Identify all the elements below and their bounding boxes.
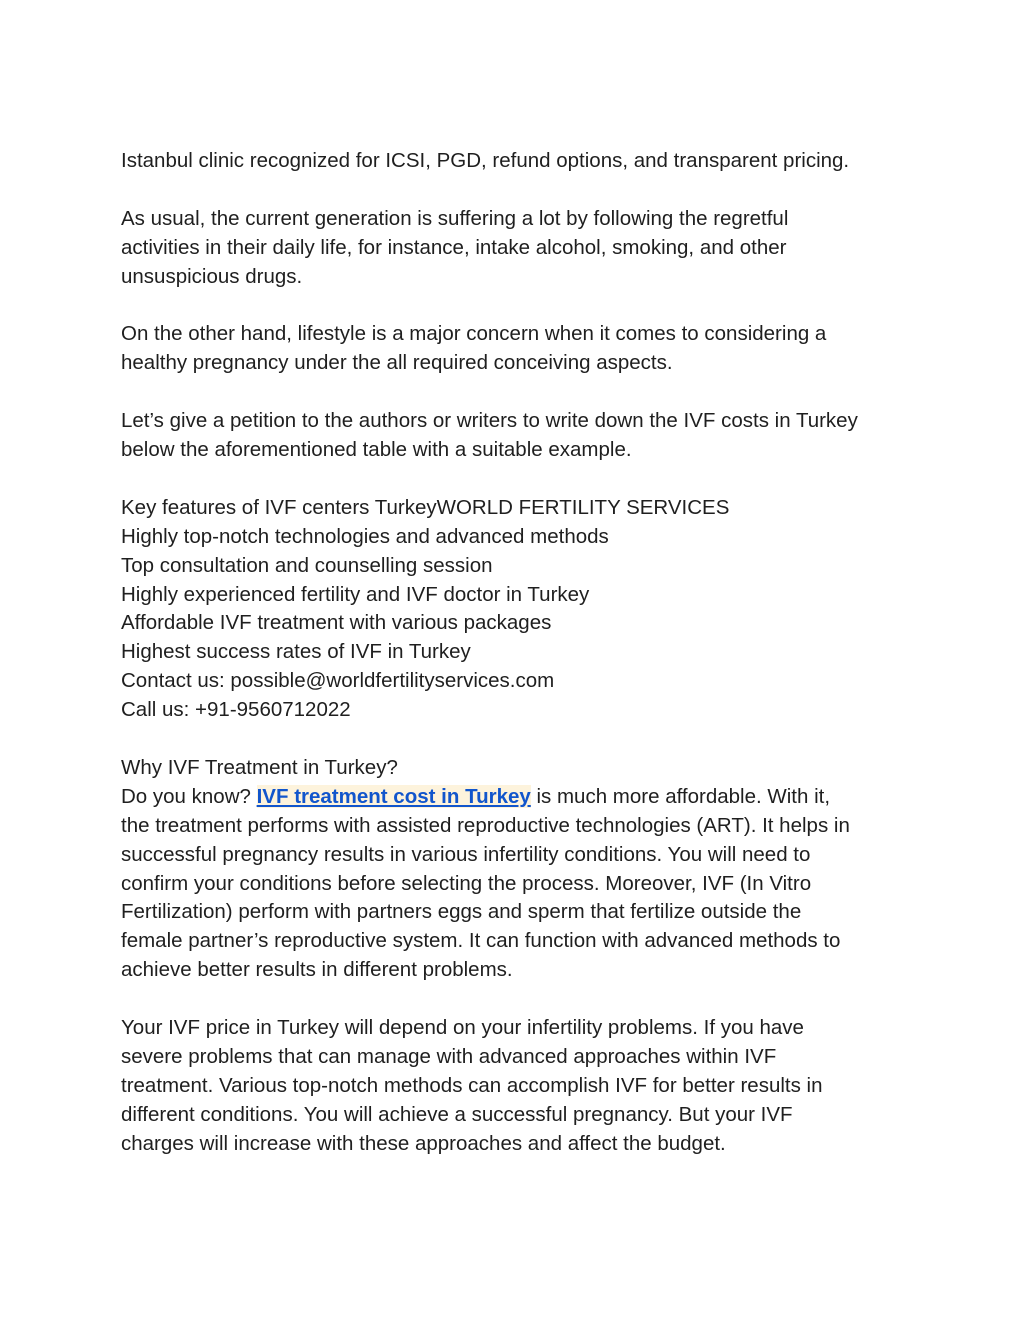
- text-line: the treatment performs with assisted reproductive technologies (ART). It helps in: [121, 813, 850, 837]
- feature-item: Highest success rates of IVF in Turkey: [121, 640, 471, 664]
- paragraph-why-ivf: [121, 754, 921, 985]
- paragraph-lifestyle-habits: [121, 205, 921, 292]
- text-line: female partner’s reproductive system. It can function with advanced methods to: [121, 929, 841, 953]
- feature-item: Top consultation and counselling session: [121, 553, 493, 577]
- features-heading: Key features of IVF centers TurkeyWORLD FERTILITY SERVICES: [121, 495, 730, 519]
- text-line: Fertilization) perform with partners eggs and sperm that fertilize outside the: [121, 900, 802, 924]
- text-line: different conditions. You will achieve a successful pregnancy. But your IVF: [121, 1102, 793, 1126]
- text-line: unsuspicious drugs.: [121, 264, 303, 288]
- paragraph-lifestyle-concern: [121, 320, 921, 378]
- paragraph-petition: [121, 407, 921, 465]
- text-line: Istanbul clinic recognized for ICSI, PGD, refund options, and transparent pricing.: [121, 149, 850, 172]
- text-line: On the other hand, lifestyle is a major concern when it comes to considering a: [121, 322, 827, 346]
- feature-item: Highly experienced fertility and IVF doctor in Turkey: [121, 582, 590, 606]
- feature-item: Highly top-notch technologies and advanced methods: [121, 524, 609, 548]
- text-line: achieve better results in different problems.: [121, 958, 513, 982]
- text-line: Let’s give a petition to the authors or writers to write down the IVF costs in Turkey: [121, 409, 858, 433]
- contact-phone: Call us: +91-9560712022: [121, 698, 351, 722]
- text-line: severe problems that can manage with advanced approaches within IVF: [121, 1045, 777, 1068]
- feature-item: Affordable IVF treatment with various packages: [121, 611, 552, 635]
- text-line: healthy pregnancy under the all required conceiving aspects.: [121, 351, 673, 375]
- text-line: charges will increase with these approaches and affect the budget.: [121, 1131, 726, 1155]
- paragraph-ivf-price: [121, 1014, 921, 1159]
- text-line: activities in their daily life, for instance, intake alcohol, smoking, and other: [121, 235, 787, 259]
- text-line: confirm your conditions before selecting the process. Moreover, IVF (In Vitro: [121, 871, 812, 895]
- text-line: successful pregnancy results in various infertility conditions. You will need to: [121, 842, 811, 866]
- text-line: below the aforementioned table with a suitable example.: [121, 438, 632, 462]
- key-features-list: [121, 494, 921, 725]
- paragraph-intro: [121, 147, 921, 176]
- ivf-cost-link[interactable]: IVF treatment cost in Turkey: [256, 784, 531, 808]
- contact-email: Contact us: possible@worldfertilityservices.com: [121, 669, 555, 693]
- text-line: treatment. Various top-notch methods can accomplish IVF for better results in: [121, 1073, 823, 1097]
- text-line: As usual, the current generation is suffering a lot by following the regretful: [121, 206, 789, 230]
- text-fragment: Do you know?: [121, 784, 257, 808]
- section-heading: Why IVF Treatment in Turkey?: [121, 755, 398, 779]
- text-line: Your IVF price in Turkey will depend on your infertility problems. If you have: [121, 1016, 804, 1040]
- text-fragment: is much more affordable. With it,: [530, 784, 831, 808]
- document-page: [121, 147, 921, 1188]
- text-line: [121, 783, 921, 812]
